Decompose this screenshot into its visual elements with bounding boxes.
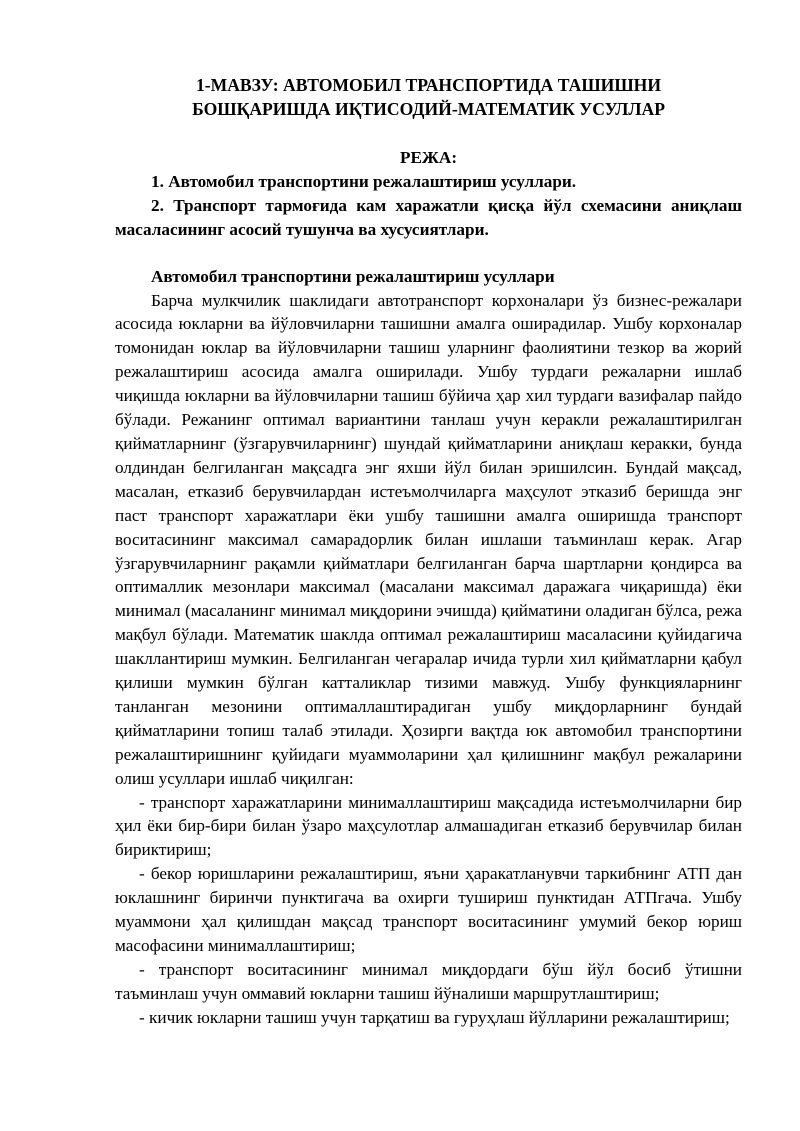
list-item-bullet-2: - бекор юришларини режалаштириш, яъни ҳаракатланувчи таркибнинг АТП дан юклашнинг биринчи пунктигача ва охирги тушириш пунктидан АТПгача. Ушбу муаммони ҳал қилишдан мақсад транспорт воситасининг умумий бекор юриш масофасини минималлаштириш; (115, 864, 742, 955)
plan-list (115, 170, 742, 242)
document-title (115, 74, 742, 121)
body-paragraph: Барча мулкчилик шаклидаги автотранспорт корхоналари ўз бизнес-режалари асосида юкларни ва йўловчиларни ташишни амалга оширадилар. Ушбу корхоналар томонидан юклар ва йўловчиларни ташиш уларнинг фаолиятини тезкор ва жорий режалаштириш асосида амалга оширилади. Ушбу турдаги режаларни ишлаб чиқишда юкларни ва йўловчиларни ташиш бўйича ҳар хил турдаги вазифалар пайдо бўлади. Режанинг оптимал вариантини танлаш учун керакли режалаштирилган қийматларнинг (ўзгарувчиларнинг) шундай қийматларини аниқлаш керакки, бунда олдиндан белгиланган мақсадга энг яхши йўл билан эришилсин. Бундай мақсад, масалан, етказиб берувчилардан истеъмолчиларга маҳсулот этказиб беришда энг паст транспорт харажатлари ёки ушбу ташишни амалга оширишда транспорт воситасининг максимал самарадорлик билан ишлаши таъминлаш керак. Агар ўзгарувчиларнинг рақамли қийматлари белгиланган барча шартларни қондирса ва оптималлик мезонлари максимал (масалани максимал даражага чиқаришда) ёки минимал (масаланинг минимал миқдорини эчишда) қийматини оладиган бўлса, режа мақбул бўлади. Математик шаклда оптимал режалаштириш масаласини қуйидагича шакллантириш мумкин. Белгиланган чегаралар ичида турли хил қийматларни қабул қилиши мумкин бўлган катталиклар тизими мавжуд. Ушбу функцияларнинг танланган мезонини оптималлаштирадиган ушбу миқдорларнинг бундай қийматларини топиш талаб этилади. Ҳозирги вақтда юк автомобил транспортини режалаштиришнинг қуйидаги муаммоларини ҳал қилишнинг мақбул режаларини олиш усуллари ишлаб чиқилган: (115, 290, 742, 788)
title-line-2: БОШҚАРИШДА ИҚТИСОДИЙ-МАТЕМАТИК УСУЛЛАР (192, 98, 665, 119)
section-heading: Автомобил транспортини режалаштириш усуллари (151, 266, 555, 286)
list-item-bullet-3: - транспорт воситасининг минимал миқдордаги бўш йўл босиб ўтишни таъминлаш учун оммавий юкларни ташиш йўналиши маршрутлаштириш; (115, 959, 742, 1003)
list-item-bullet-1: - транспорт харажатларини минималлаштириш мақсадида истеъмолчиларни бир ҳил ёки бир-бири билан ўзаро маҳсулотлар алмашадиган етказиб берувчилар билан бириктириш; (115, 792, 742, 860)
list-item-bullet-4: - кичик юкларни ташиш учун тарқатиш ва гуруҳлаш йўлларини режалаштириш; (139, 1007, 730, 1027)
plan-item-2: 2. Транспорт тармоғида кам харажатли қисқа йўл схемасини аниқлаш масаласининг асосий тушунча ва хусусиятлари. (115, 195, 742, 239)
document-page (115, 74, 742, 1030)
title-line-1: 1-МАВЗУ: АВТОМОБИЛ ТРАНСПОРТИДА ТАШИШНИ (195, 75, 662, 95)
plan-item-1: 1. Автомобил транспортини режалаштириш усуллари. (151, 171, 577, 191)
plan-heading: РЕЖА: (399, 148, 458, 167)
